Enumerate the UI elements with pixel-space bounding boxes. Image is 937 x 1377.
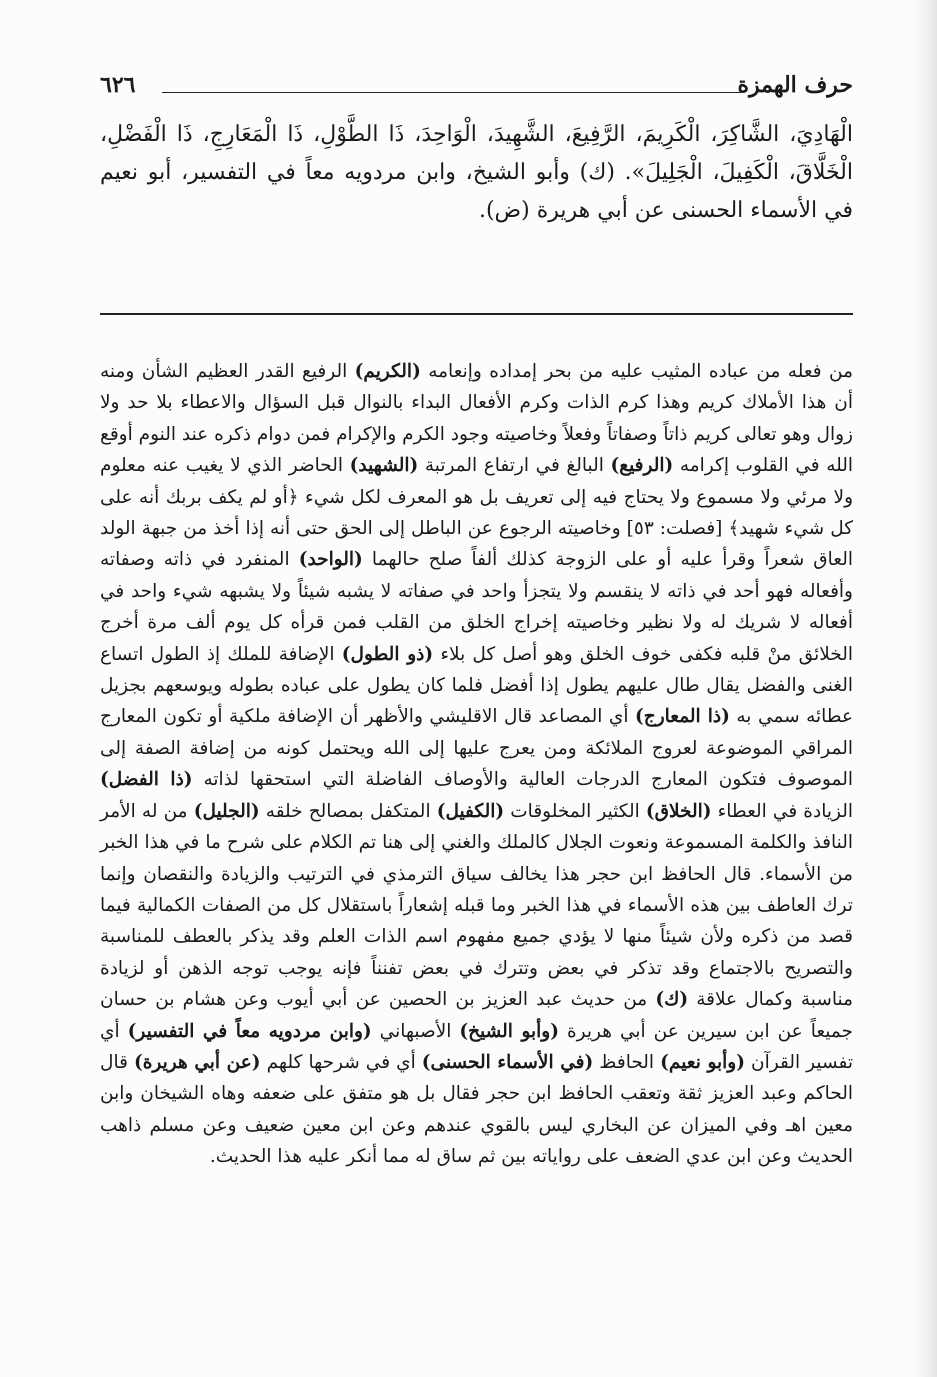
commentary-term: (في الأسماء الحسنى)	[421, 1051, 594, 1073]
commentary-text-run: أي المصاعد قال الاقليشي والأظهر أن الإضافة ملكية أو تكون المعارج المراقي الموضوعة لعروج الملائكة ومن يعرج عليها إلى الله ويحتمل كونه من إضافة الصفة إلى الموصوف فتكون المعارج الدرجات العالية والأوصاف الفاضلة التي استحقها لذاته	[100, 706, 853, 791]
chapter-title: حرف الهمزة	[737, 72, 853, 98]
commentary-text-run: البالغ في ارتفاع المرتبة	[418, 455, 611, 477]
commentary-text-run: أي في شرحها كلهم	[260, 1051, 422, 1073]
commentary-text-run: المنفرد في ذاته وصفاته وأفعاله فهو أحد في ذاته لا ينقسم ولا يتجزأ واحد في صفاته لا يشبه شيئاً ولا يشبهه شيء واحد في أفعاله لا شريك له ولا نظير وخاصيته إخراج الخلق من القلب فمن قرأه كل يوم ألف مرة أخرج الخلائق منْ قلبه فكفى خوف الخلق وهو أصل كل بلاء	[100, 549, 853, 665]
commentary-text-run: من حديث عبد العزيز بن الحصين عن أبي أيوب وعن هشام بن حسان جميعاً عن ابن سيرين عن أبي هريرة	[100, 989, 853, 1042]
commentary-text-run: أي تفسير القرآن	[100, 1020, 853, 1073]
commentary-term: (عن أبي هريرة)	[133, 1051, 261, 1073]
page-number: ٦٢٦	[100, 72, 136, 98]
header-rule	[162, 92, 741, 93]
commentary-term: (الرفيع)	[610, 455, 674, 477]
commentary-term: (الجليل)	[193, 800, 260, 822]
commentary-text	[100, 356, 853, 1173]
commentary-term: (وأبو الشيخ)	[459, 1020, 559, 1042]
hadith-text	[100, 116, 853, 230]
hadith-paragraph: الْهَادِيَ، الشَّاكِرَ، الْكَرِيمَ، الرَّفِيعَ، الشَّهِيدَ، الْوَاحِدَ، ذَا الطَّوْلِ، ذَا الْمَعَارِجِ، ذَا الْفَضْلِ، الْخَلَّاقَ، الْكَفِيلَ، الْجَلِيلَ». (ك) وأبو الشيخ، وابن مردويه معاً في التفسير، أبو نعيم في الأسماء الحسنى عن أبي هريرة (ض).	[100, 122, 853, 223]
commentary-term: (الواحد)	[298, 549, 363, 571]
commentary-text-run: قال الحاكم وعبد العزيز ثقة وتعقب الحافظ ابن حجر فقال بل هو متفق على ضعفه وهاه الشيخان وابن معين اهـ وفي الميزان عن البخاري ليس بالقوي عندهم وعن ابن معين ضعيف وعن مسلم ذاهب الحديث وعن ابن عدي الضعف على رواياته بين ثم ساق له مما أنكر عليه هذا الحديث.	[100, 1051, 853, 1168]
commentary-term: (ذا الفضل)	[100, 769, 193, 791]
commentary-text-run: الكثير المخلوقات	[504, 800, 646, 822]
commentary-term: (الخلاق)	[645, 800, 712, 822]
commentary-paragraph	[100, 356, 853, 1173]
commentary-term: (الكفيل)	[436, 800, 505, 822]
commentary-term: (الكريم)	[354, 361, 421, 382]
commentary-text-run: الحافظ	[593, 1051, 661, 1073]
commentary-text-run: الرفيع القدر العظيم الشأن ومنه أن هذا الأملاك كريم وهذا كرم الذات وكرم الأفعال البداء بالنوال قبل السؤال والاعطاء بلا حد ولا زوال وهو تعالى كريم ذاتاً وصفاتاً وفعلاً وخاصيته وجود الكرم والإكرام فمن دوام ذكره عند النوم أوقع الله في القلوب إكرامه	[99, 361, 854, 477]
commentary-term: (وابن مردويه معاً في التفسير)	[127, 1020, 372, 1042]
commentary-term: (ذا المعارج)	[635, 706, 730, 728]
page-binding-edge	[913, 0, 937, 1377]
commentary-term: (الشهيد)	[349, 455, 419, 477]
commentary-text-run: الأصبهاني	[371, 1020, 460, 1042]
commentary-text-run: من فعله من عباده المثيب عليه من بحر إمداده وإنعامه	[420, 361, 853, 382]
commentary-term: (وأبو نعيم)	[660, 1051, 745, 1073]
commentary-term: (ك)	[655, 989, 689, 1011]
commentary-text-run: المتكفل بمصالح خلقه	[259, 800, 437, 822]
commentary-text-run: الزيادة في العطاء	[711, 800, 854, 822]
footnote-separator	[100, 313, 853, 315]
commentary-text-run: من له الأمر النافذ والكلمة المسموعة ونعوت الجلال كالملك والغني إلى هنا تم الكلام على شرح ما في هذا الخبر من الأسماء. قال الحافظ ابن حجر هذا يخالف سياق الترمذي في الترتيب والزيادة والنقصان وإنما ترك العاطف بين هذه الأسماء في هذا الخبر وما قبله إشعاراً باستقلال كل من الصفات الكمالية فيما قصد من ذكره ولأن شيئاً منها لا يؤدي جميع مفهوم اسم الذات العلم وقد يذكر بالعطف للمناسبة والتصريح بالاجتماع وقد تذكر في بعض وتترك في بعض تفنناً فإنه يوجب توجه الذهن أو لزيادة مناسبة وكمال علاقة	[100, 800, 853, 1011]
commentary-text-run: الإضافة للملك إذ الطول اتساع الغنى والفضل يقال طال عليهم يطول إذا أفضل فلما كان يطول على عباده بطوله ويوسعهم بجزيل عطائه سمي به	[100, 643, 853, 728]
commentary-term: (ذو الطول)	[341, 643, 434, 665]
page-header	[100, 70, 853, 104]
commentary-text-run: الحاضر الذي لا يغيب عنه معلوم ولا مرئي ولا مسموع ولا يحتاج فيه إلى تعريف بل هو المعرف لكل شيء ﴿أو لم يكف بربك أنه على كل شيء شهيد﴾ [فصلت: ٥٣] وخاصيته الرجوع عن الباطل إلى الحق حتى أنه إذا أخذ من جبهة الولد العاق شعراً وقرأ عليه أو على الزوجة كذلك ألفاً صلح حالهما	[100, 455, 854, 571]
